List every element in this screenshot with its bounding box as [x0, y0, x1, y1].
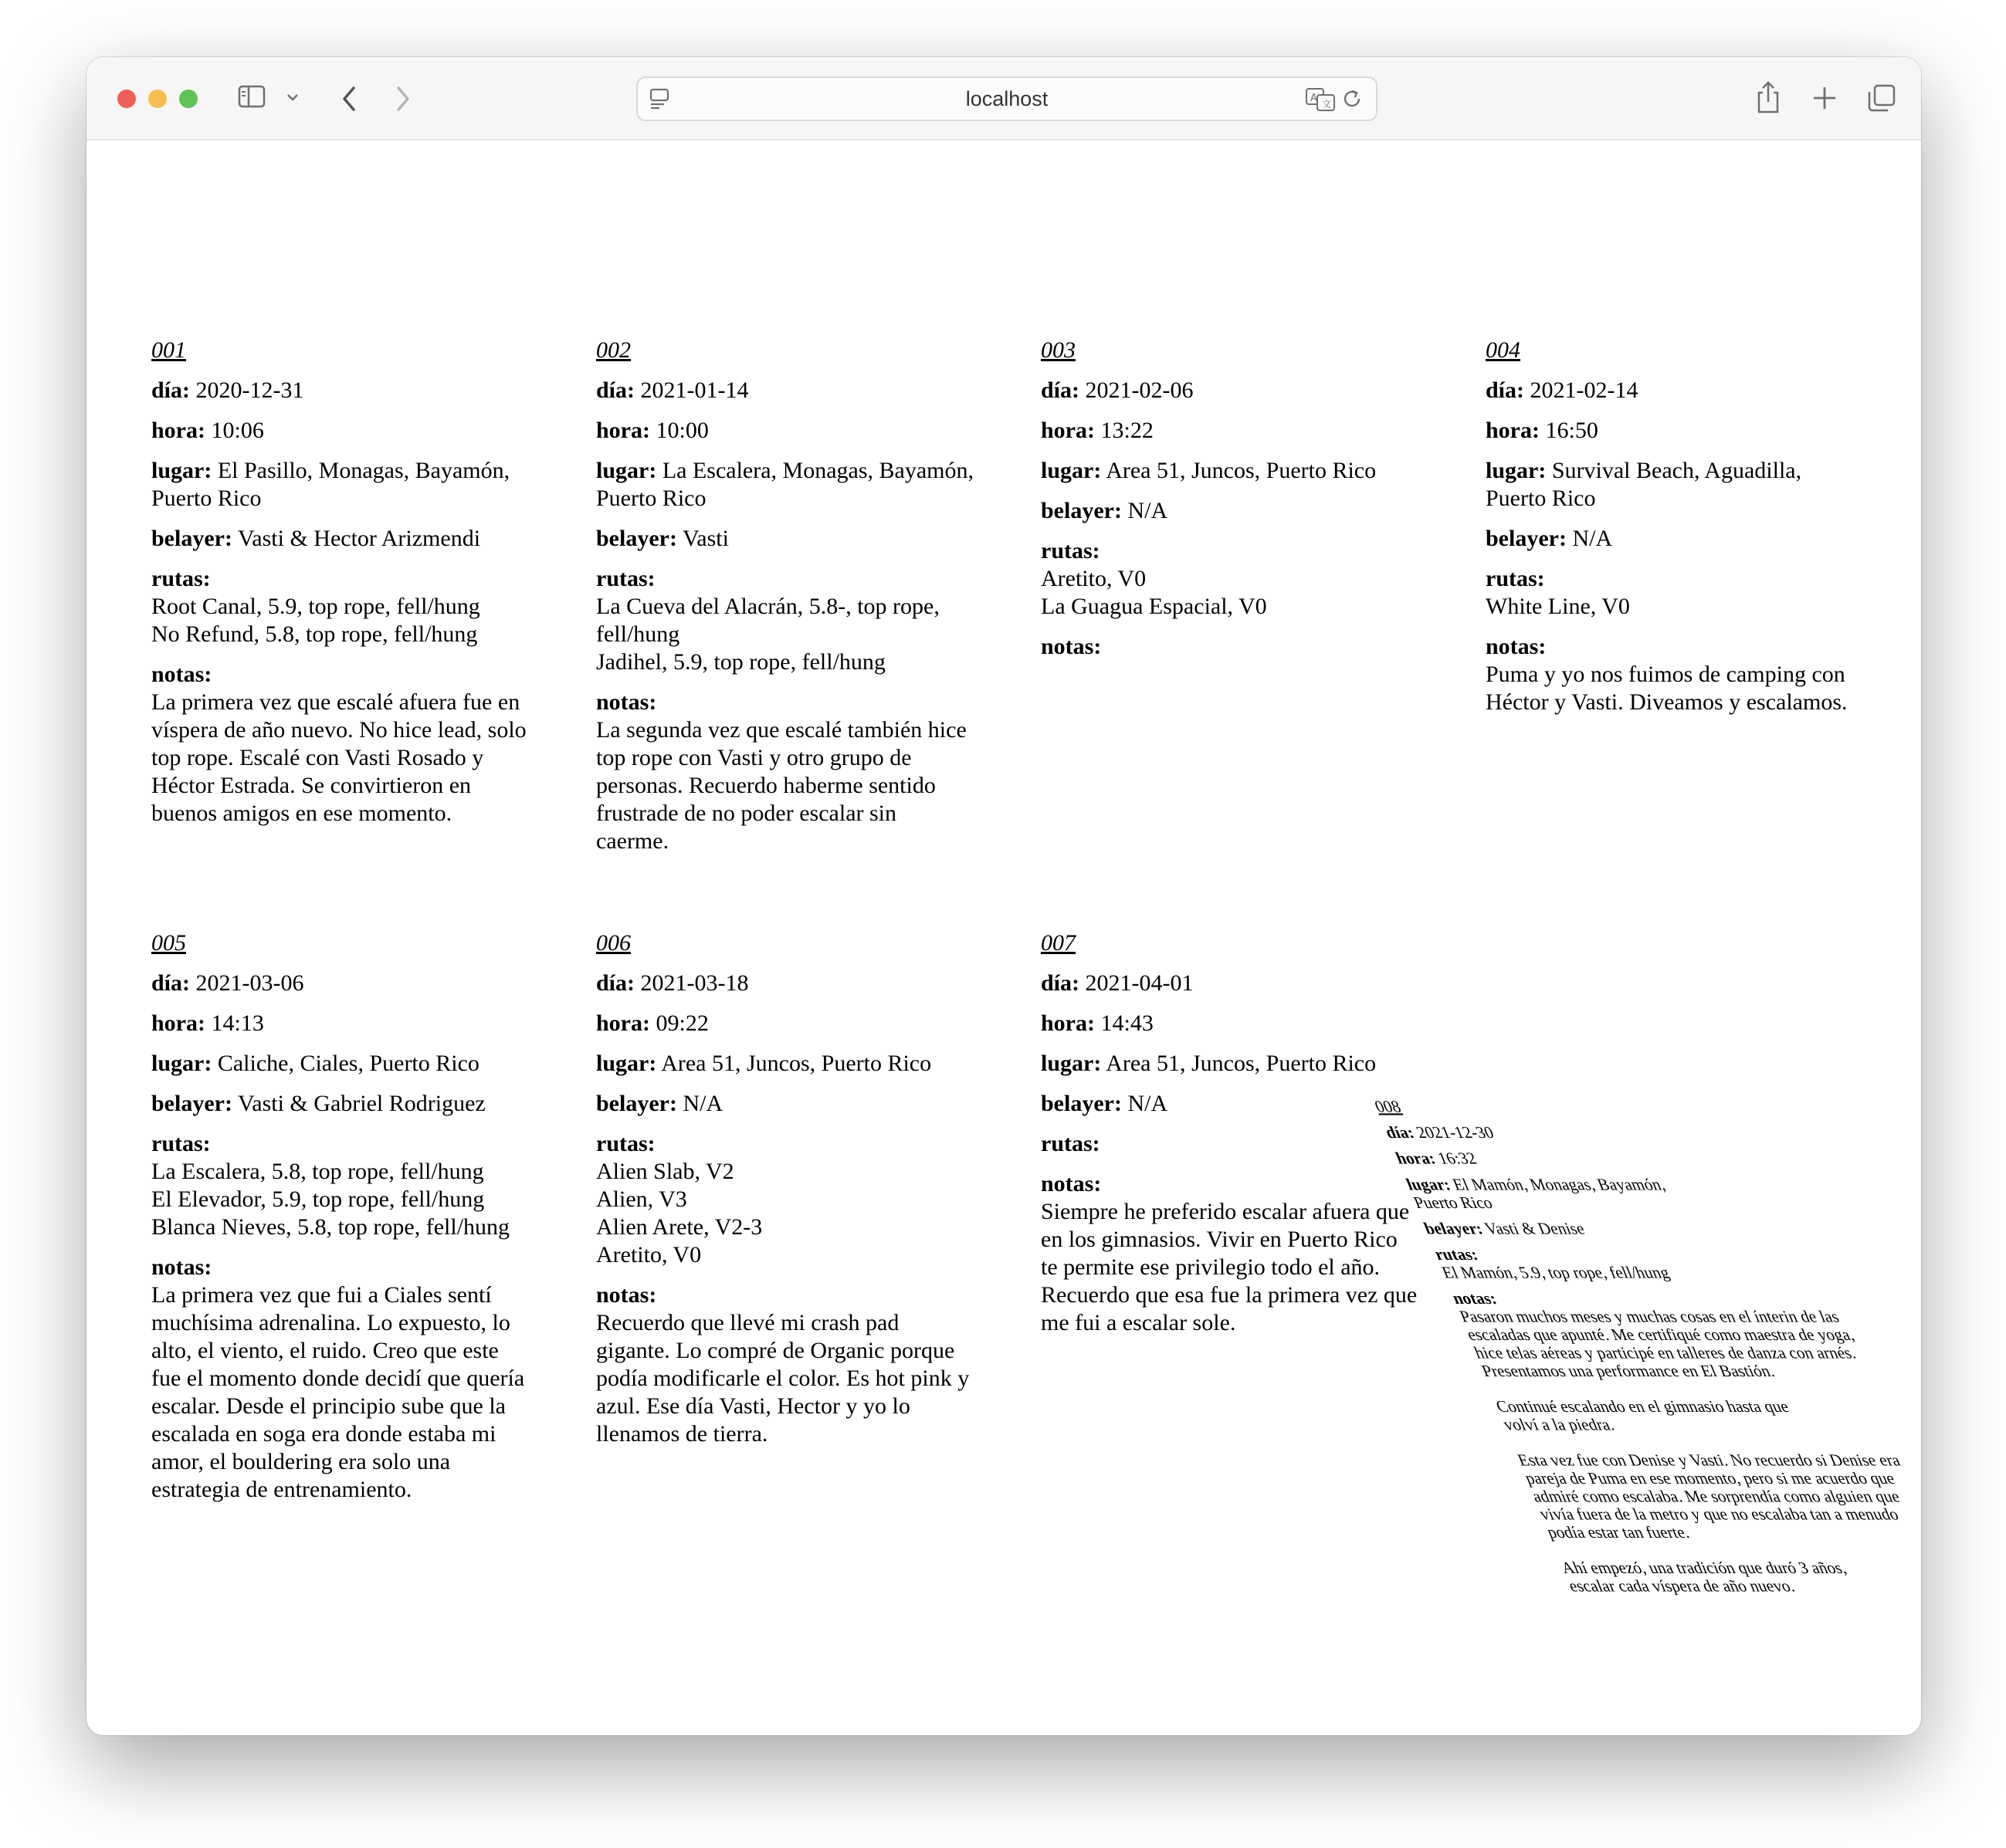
- notas-text: Puma y yo nos fuimos de camping con Héctor y Vasti. Diveamos y escalamos.: [1486, 662, 1848, 715]
- notas-label: notas:: [1486, 634, 1547, 659]
- entry-notas: [1450, 1290, 1921, 1596]
- url-text: localhost: [965, 87, 1049, 110]
- address-bar[interactable]: [636, 76, 1377, 121]
- notas-text: La primera vez que escalé afuera fue en víspera de año nuevo. No hice lead, solo top rope. Escalé con Vasti Rosado y Héctor Estrada. Se convirtieron en buenos amigos en ese momento.: [151, 689, 527, 826]
- belayer-label: belayer:: [596, 1091, 677, 1116]
- entry-notas: [1041, 633, 1427, 661]
- ruta-item: Aretito, V0: [596, 1242, 702, 1268]
- notas-paragraph: Pasaron muchos meses y muchas cosas en el ínterin de las escaladas que apunté. Me certifiqué como maestra de yoga, hice telas aéreas y participé en talleres de danza con arnés. Presentamos una performance en El Bastión.: [1456, 1307, 1859, 1381]
- hora-label: hora:: [151, 1010, 205, 1036]
- lugar-label: lugar:: [1041, 1051, 1102, 1076]
- notas-text: La primera vez que fui a Ciales sentí muchísima adrenalina. Lo expuesto, lo alto, el viento, el ruido. Creo que este fue el momento donde decidí que quería escalar. Desde el principio sube que la escalada en soga era donde estaba mi amor, el bouldering era solo una estrategia de entrenamiento.: [151, 1282, 525, 1502]
- entry-belayer: [1041, 1090, 1419, 1118]
- forward-button[interactable]: [392, 83, 414, 114]
- entry-belayer: [151, 1090, 530, 1118]
- entry-notas: [151, 1254, 530, 1504]
- hora-label: hora:: [1392, 1149, 1438, 1168]
- log-entry: [596, 337, 974, 868]
- log-entry: [1041, 337, 1427, 673]
- entry-hora: [151, 417, 530, 445]
- belayer-value: Vasti & Hector Arizmendi: [237, 526, 481, 551]
- hora-label: hora:: [1486, 418, 1540, 443]
- entry-belayer: [1421, 1220, 1907, 1237]
- entry-notas: [1486, 633, 1864, 716]
- zoom-window-button[interactable]: [179, 90, 198, 108]
- belayer-label: belayer:: [1486, 526, 1567, 551]
- ruta-item: Alien, V3: [596, 1186, 687, 1212]
- rutas-label: rutas:: [1041, 1131, 1100, 1156]
- lugar-label: lugar:: [1486, 458, 1547, 483]
- belayer-value: N/A: [683, 1091, 723, 1116]
- lugar-value: Survival Beach, Aguadilla, Puerto Rico: [1486, 458, 1802, 511]
- dia-label: día:: [596, 377, 635, 403]
- browser-window: [86, 57, 1921, 1735]
- entry-rutas: [1041, 1130, 1419, 1158]
- rutas-label: rutas:: [1486, 566, 1545, 591]
- ruta-item: White Line, V0: [1486, 594, 1630, 619]
- page-content: [86, 140, 1921, 1735]
- hora-value: 14:13: [211, 1010, 264, 1036]
- entry-number-link[interactable]: 005: [151, 930, 186, 956]
- belayer-value: N/A: [1572, 526, 1613, 551]
- entry-number-link[interactable]: 004: [1486, 337, 1520, 363]
- belayer-label: belayer:: [1041, 1091, 1122, 1116]
- hora-label: hora:: [596, 418, 650, 443]
- new-tab-icon[interactable]: [1811, 85, 1838, 111]
- entry-dia: [596, 970, 974, 997]
- hora-value: 10:06: [211, 418, 264, 443]
- dia-label: día:: [151, 377, 191, 403]
- entry-rutas: [596, 1130, 974, 1269]
- dia-label: día:: [1486, 377, 1525, 403]
- belayer-value: Vasti & Denise: [1481, 1219, 1588, 1238]
- ruta-item: La Guagua Espacial, V0: [1041, 594, 1267, 619]
- entry-dia: [1486, 377, 1864, 404]
- entry-belayer: [1041, 497, 1427, 525]
- entry-lugar: [151, 1050, 530, 1078]
- hora-label: hora:: [151, 418, 205, 443]
- rutas-label: rutas:: [1041, 538, 1100, 564]
- dia-value: 2021-02-06: [1085, 377, 1194, 403]
- dia-value: 2020-12-31: [195, 377, 304, 403]
- lugar-value: El Pasillo, Monagas, Bayamón, Puerto Rico: [151, 458, 510, 511]
- rutas-label: rutas:: [596, 566, 656, 591]
- translate-icon[interactable]: [1305, 86, 1336, 112]
- entry-number-link[interactable]: 002: [596, 337, 631, 363]
- notas-label: notas:: [1041, 634, 1102, 659]
- dia-value: 2021-02-14: [1530, 377, 1638, 403]
- notas-label: notas:: [151, 1254, 212, 1280]
- ruta-item: La Escalera, 5.8, top rope, fell/hung: [151, 1159, 484, 1184]
- notas-text: La segunda vez que escalé también hice top rope con Vasti y otro grupo de personas. Recuerdo haberme sentido frustrade de no poder escalar sin caerme.: [596, 717, 967, 854]
- entry-number-link[interactable]: 001: [151, 337, 186, 363]
- entry-dia: [151, 377, 530, 404]
- rutas-label: rutas:: [151, 1131, 211, 1156]
- lugar-value: Area 51, Juncos, Puerto Rico: [1106, 1051, 1377, 1076]
- entry-notas: [596, 689, 974, 855]
- entry-rutas: [151, 1130, 530, 1241]
- belayer-label: belayer:: [1421, 1219, 1486, 1238]
- lugar-label: lugar:: [151, 1051, 212, 1076]
- lugar-label: lugar:: [1041, 458, 1102, 483]
- minimize-window-button[interactable]: [148, 90, 167, 108]
- entry-notas: [596, 1281, 974, 1448]
- notas-label: notas:: [151, 662, 212, 687]
- entry-belayer: [596, 1090, 974, 1118]
- entry-number-link[interactable]: 008: [1371, 1096, 1404, 1116]
- entry-hora: [1393, 1149, 1879, 1167]
- log-entry: [151, 337, 530, 840]
- dia-value: 2021-12-30: [1413, 1122, 1497, 1142]
- entry-hora: [596, 1010, 974, 1037]
- rutas-label: rutas:: [151, 566, 211, 591]
- dia-label: día:: [596, 970, 635, 996]
- svg-text:A: A: [1310, 93, 1317, 104]
- svg-text:文: 文: [1322, 99, 1332, 110]
- entry-hora: [151, 1010, 530, 1037]
- entry-lugar: [596, 457, 974, 513]
- ruta-item: Alien Slab, V2: [596, 1159, 734, 1184]
- rutas-label: rutas:: [596, 1131, 656, 1156]
- log-entry: [1041, 929, 1419, 1349]
- belayer-label: belayer:: [596, 526, 677, 551]
- entry-number-link[interactable]: 006: [596, 930, 631, 956]
- hora-label: hora:: [1041, 418, 1095, 443]
- hora-label: hora:: [596, 1010, 650, 1036]
- ruta-item: Alien Arete, V2-3: [596, 1214, 763, 1240]
- entry-notas: [151, 661, 530, 828]
- lugar-value: El Mamón, Monagas, Bayamón, Puerto Rico: [1410, 1174, 1669, 1212]
- entry-number-link[interactable]: 003: [1041, 337, 1076, 363]
- entry-belayer: [1486, 525, 1864, 553]
- entry-hora: [596, 417, 974, 445]
- belayer-value: Vasti: [682, 526, 729, 551]
- entry-dia: [1041, 970, 1419, 997]
- rutas-label: rutas:: [1432, 1244, 1481, 1264]
- dia-value: 2021-03-18: [640, 970, 749, 996]
- belayer-value: N/A: [1127, 498, 1168, 523]
- entry-belayer: [151, 525, 530, 553]
- belayer-label: belayer:: [151, 526, 232, 551]
- chevron-down-icon[interactable]: [286, 88, 300, 107]
- hora-value: 14:43: [1100, 1010, 1154, 1036]
- dia-value: 2021-01-14: [640, 377, 749, 403]
- tab-overview-icon[interactable]: [1867, 83, 1896, 113]
- hora-value: 16:50: [1545, 418, 1598, 443]
- hora-value: 16:32: [1435, 1149, 1479, 1168]
- entry-lugar: [1041, 457, 1427, 485]
- dia-value: 2021-04-01: [1085, 970, 1194, 996]
- entry-hora: [1041, 417, 1427, 445]
- lugar-label: lugar:: [596, 1051, 657, 1076]
- ruta-item: El Elevador, 5.9, top rope, fell/hung: [151, 1186, 485, 1212]
- entry-belayer: [596, 525, 974, 553]
- lugar-value: La Escalera, Monagas, Bayamón, Puerto Rico: [596, 458, 974, 511]
- hora-value: 09:22: [656, 1010, 709, 1036]
- log-entry: [1486, 337, 1864, 729]
- hora-value: 13:22: [1100, 418, 1154, 443]
- notas-label: notas:: [596, 1282, 657, 1308]
- ruta-item: Root Canal, 5.9, top rope, fell/hung: [151, 594, 480, 619]
- back-button[interactable]: [338, 83, 360, 114]
- belayer-label: belayer:: [151, 1091, 232, 1116]
- lugar-value: Caliche, Ciales, Puerto Rico: [217, 1051, 479, 1076]
- entry-hora: [1041, 1010, 1419, 1037]
- dia-value: 2021-03-06: [195, 970, 304, 996]
- notas-paragraph: Ahí empezó, una tradición que duró 3 años, escalar cada víspera de año nuevo.: [1558, 1558, 1849, 1596]
- entry-rutas: [1486, 565, 1864, 621]
- lugar-label: lugar:: [1403, 1174, 1454, 1194]
- browser-toolbar: [86, 57, 1921, 140]
- dia-label: día:: [1382, 1122, 1418, 1142]
- log-entry: [151, 929, 530, 1516]
- entry-dia: [151, 970, 530, 997]
- entry-lugar: [151, 457, 530, 513]
- close-window-button[interactable]: [117, 90, 136, 108]
- lugar-label: lugar:: [151, 458, 212, 483]
- notas-text: Recuerdo que llevé mi crash pad gigante. Lo compré de Organic porque podía modificarle el color. Es hot pink y azul. Ese día Vasti, Hector y yo lo llenamos de tierra.: [596, 1310, 970, 1447]
- notas-paragraph: Continué escalando en el gimnasio hasta que volví a la piedra.: [1493, 1396, 1792, 1434]
- entry-rutas: [596, 565, 974, 676]
- ruta-item: Jadihel, 5.9, top rope, fell/hung: [596, 649, 886, 675]
- entry-hora: [1486, 417, 1864, 445]
- lugar-value: Area 51, Juncos, Puerto Rico: [1106, 458, 1377, 483]
- entry-dia: [596, 377, 974, 404]
- lugar-value: Area 51, Juncos, Puerto Rico: [661, 1051, 932, 1076]
- notas-text: Siempre he preferido escalar afuera que en los gimnasios. Vivir en Puerto Rico te permite ese privilegio todo el año. Recuerdo que esa fue la primera vez que me fui a escalar sole.: [1041, 1199, 1418, 1335]
- ruta-item: El Mamón, 5.9, top rope, fell/hung: [1438, 1263, 1672, 1282]
- dia-label: día:: [1041, 970, 1080, 996]
- dia-label: día:: [1041, 377, 1080, 403]
- ruta-item: Aretito, V0: [1041, 566, 1147, 591]
- entry-lugar: [1404, 1176, 1712, 1212]
- entry-lugar: [596, 1050, 974, 1078]
- entry-dia: [1383, 1124, 1869, 1142]
- entry-rutas: [151, 565, 530, 648]
- entry-notas: [1041, 1170, 1419, 1337]
- belayer-value: N/A: [1127, 1091, 1168, 1116]
- notas-label: notas:: [596, 689, 657, 715]
- ruta-item: La Cueva del Alacrán, 5.8-, top rope, fell/hung: [596, 594, 940, 647]
- sidebar-toggle-icon[interactable]: [238, 85, 266, 108]
- log-entry-skewed: [1372, 1098, 1921, 1613]
- hora-value: 10:00: [656, 418, 709, 443]
- dia-label: día:: [151, 970, 191, 996]
- notas-label: notas:: [1041, 1171, 1102, 1196]
- entry-rutas: [1041, 537, 1427, 621]
- hora-label: hora:: [1041, 1010, 1095, 1036]
- entry-lugar: [1486, 457, 1864, 513]
- entry-dia: [1041, 377, 1427, 404]
- entry-number-link[interactable]: 007: [1041, 930, 1076, 956]
- ruta-item: Blanca Nieves, 5.8, top rope, fell/hung: [151, 1214, 510, 1240]
- belayer-label: belayer:: [1041, 498, 1122, 523]
- lugar-label: lugar:: [596, 458, 657, 483]
- belayer-value: Vasti & Gabriel Rodriguez: [237, 1091, 486, 1116]
- log-entry: [596, 929, 974, 1460]
- notas-paragraph: Esta vez fue con Denise y Vasti. No recuerdo si Denise era pareja de Puma en ese momento, pero si me acuerdo que admiré como escalaba. Me sorprendía como alguien que vivía fuera de la metro y que no escalaba tan a menudo podía estar tan fuerte.: [1514, 1450, 1903, 1542]
- entry-rutas: [1432, 1246, 1921, 1282]
- share-icon[interactable]: [1754, 80, 1782, 114]
- ruta-item: No Refund, 5.8, top rope, fell/hung: [151, 621, 478, 647]
- reload-icon[interactable]: [1340, 87, 1364, 110]
- notas-label: notas:: [1449, 1288, 1499, 1308]
- entry-lugar: [1041, 1050, 1419, 1078]
